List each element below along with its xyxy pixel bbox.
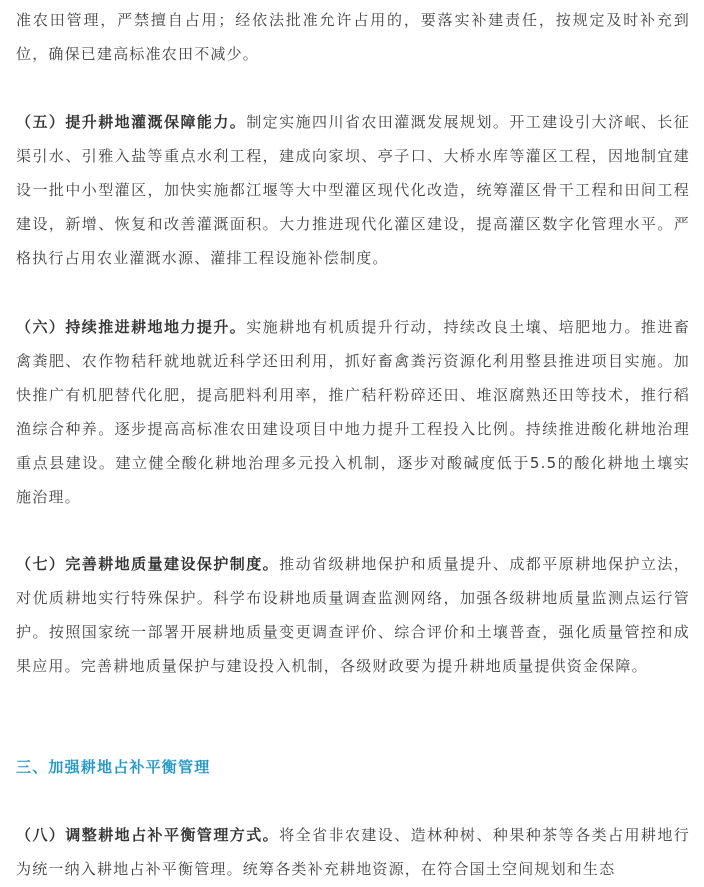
paragraph-soil-fertility — [16, 310, 690, 514]
paragraph-text: 实施耕地有机质提升行动，持续改良土壤、培肥地力。推进畜禽粪肥、农作物秸秆就地就近科学还田利用，抓好畜禽粪污资源化利用整县推进项目实施。加快推广有机肥替代化肥，提高肥料利用率，推广秸秆粉碎还田、堆沤腐熟还田等技术，推行稻渔综合种养。逐步提高高标准农田建设项目中地力提升工程投入比例。持续推进酸化耕地治理重点县建设。建立健全酸化耕地治理多元投入机制，逐步对酸碱度低于5.5的酸化耕地土壤实施治理。 — [16, 318, 690, 506]
paragraph-lead: （五）提升耕地灌溉保障能力。 — [16, 113, 247, 131]
paragraph-continued — [16, 3, 690, 71]
paragraph-lead: （六）持续推进耕地地力提升。 — [16, 318, 247, 336]
paragraph-quality-protection — [16, 547, 690, 683]
section-heading: 三、加强耕地占补平衡管理 — [16, 758, 211, 776]
paragraph-text: 将全省非农建设、造林种树、种果种茶等各类占用耕地行为统一纳入耕地占补平衡管理。统筹各类补充耕地资源，在符合国土空间规划和生态 — [16, 826, 690, 878]
paragraph-text: 准农田管理，严禁擅自占用；经依法批准允许占用的，要落实补建责任，按规定及时补充到位，确保已建高标准农田不减少。 — [16, 11, 690, 63]
paragraph-lead: （八）调整耕地占补平衡管理方式。 — [16, 826, 280, 844]
paragraph-lead: （七）完善耕地质量建设保护制度。 — [16, 555, 280, 573]
paragraph-balance-management — [16, 818, 690, 886]
paragraph-irrigation — [16, 105, 690, 275]
paragraph-text: 制定实施四川省农田灌溉发展规划。开工建设引大济岷、长征渠引水、引雅入盐等重点水利工程，建成向家坝、亭子口、大桥水库等灌区工程，因地制宜建设一批中小型灌区，加快实施都江堰等大中型灌区现代化改造，统筹灌区骨干工程和田间工程建设，新增、恢复和改善灌溉面积。大力推进现代化灌区建设，提高灌区数字化管理水平。严格执行占用农业灌溉水源、灌排工程设施补偿制度。 — [16, 113, 690, 267]
paragraph-text: 推动省级耕地保护和质量提升、成都平原耕地保护立法，对优质耕地实行特殊保护。科学布设耕地质量调查监测网络，加强各级耕地质量监测点运行管护。按照国家统一部署开展耕地质量变更调查评价、综合评价和土壤普查，强化质量管控和成果应用。完善耕地质量保护与建设投入机制，各级财政要为提升耕地质量提供资金保障。 — [16, 555, 690, 675]
